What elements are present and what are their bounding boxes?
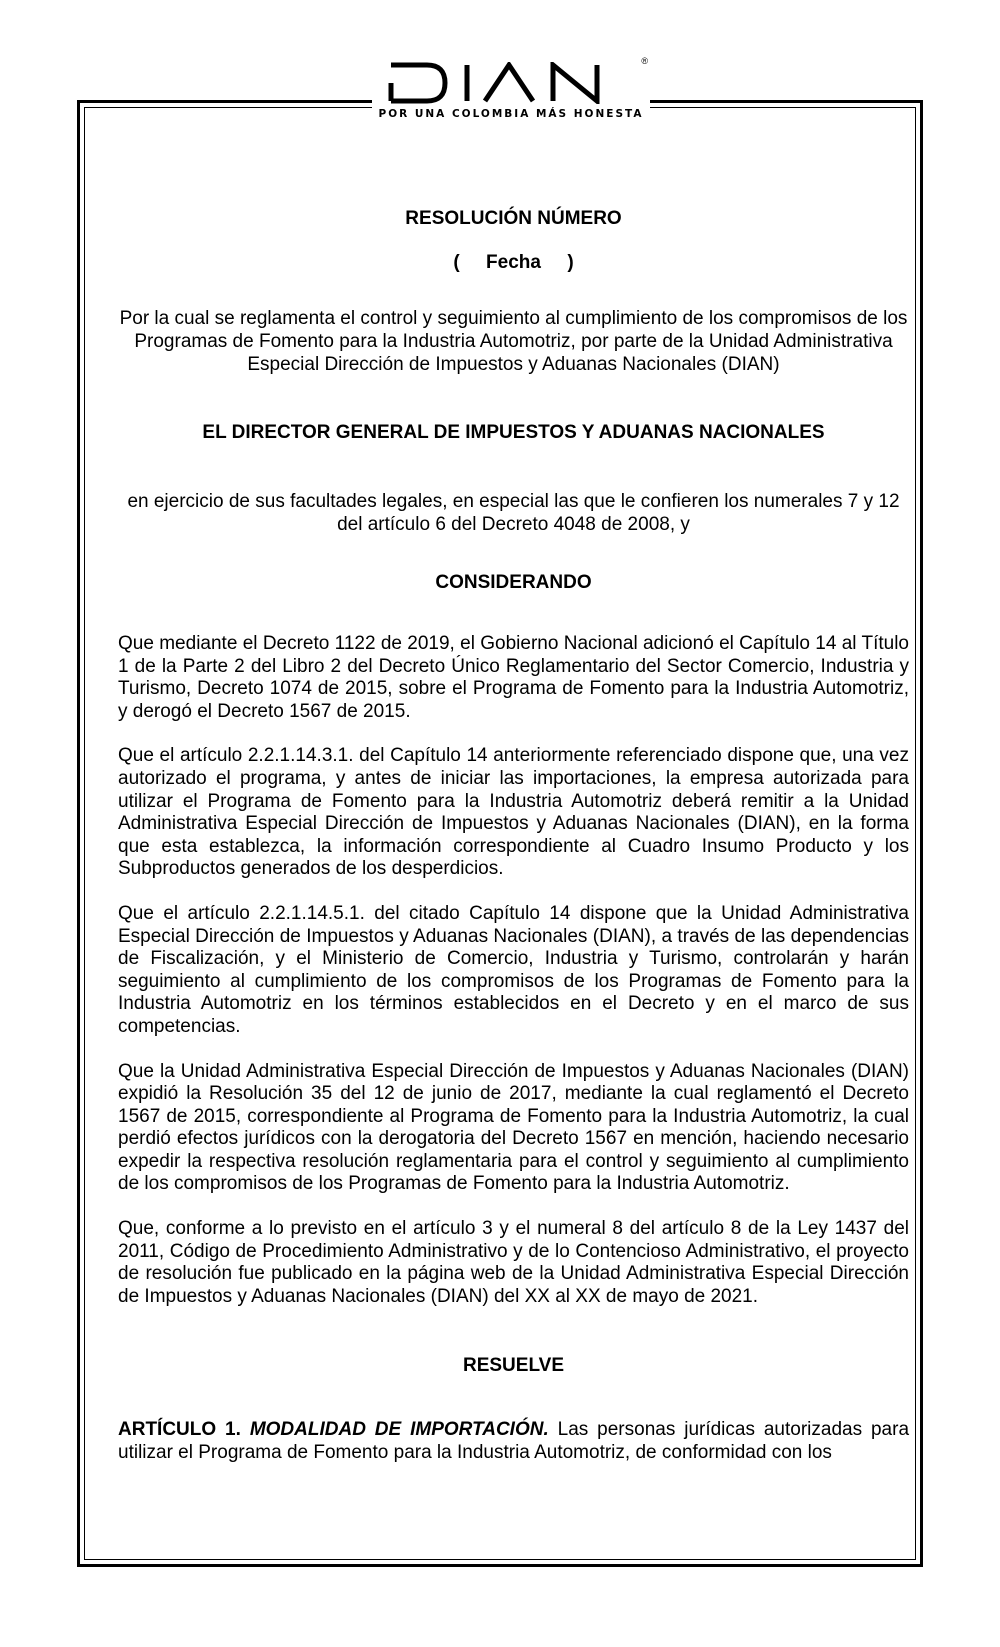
considerando-heading: CONSIDERANDO <box>435 572 592 593</box>
considerando-paragraph: Que, conforme a lo previsto en el artículo 3 y el numeral 8 del artículo 8 de la Ley 1437 del 2011, Código de Procedimiento Administrativo y de lo Contencioso Administrativo, el proyecto de resolución fue publicado en la página web de la Unidad Administrativa Especial Dirección de Impuestos y Aduanas Nacionales (DIAN) del XX al XX de mayo de 2021. <box>118 1218 909 1307</box>
document-body <box>118 208 909 1465</box>
logo-tagline: POR UNA COLOMBIA MÁS HONESTA <box>378 108 644 120</box>
dian-logo <box>372 52 650 136</box>
registered-mark: ® <box>641 56 648 66</box>
issuing-authority: EL DIRECTOR GENERAL DE IMPUESTOS Y ADUANAS NACIONALES <box>202 422 825 443</box>
considerando-paragraph: Que mediante el Decreto 1122 de 2019, el Gobierno Nacional adicionó el Capítulo 14 al Título 1 de la Parte 2 del Libro 2 del Decreto Único Reglamentario del Sector Comercio, Industria y Turismo, Decreto 1074 de 2015, sobre el Programa de Fomento para la Industria Automotriz, y derogó el Decreto 1567 de 2015. <box>118 633 909 722</box>
article-1-label: ARTÍCULO 1. <box>118 1419 241 1441</box>
considerando-paragraph: Que el artículo 2.2.1.14.3.1. del Capítulo 14 anteriormente referenciado dispone que, una vez autorizado el programa, y antes de iniciar las importaciones, la empresa autorizada para utilizar el Programa de Fomento para la Industria Automotriz deberá remitir a la Unidad Administrativa Especial Dirección de Impuestos y Aduanas Nacionales (DIAN), en la forma que esta establezca, la información correspondiente al Cuadro Insumo Producto y los Subproductos generados de los desperdicios. <box>118 745 909 880</box>
article-1-text: Las personas jurídicas autorizadas para utilizar el Programa de Fomento para la Industria Automotriz, de conformidad con los <box>118 1419 910 1464</box>
dian-wordmark-icon <box>387 62 635 104</box>
resolution-title: RESOLUCIÓN NÚMERO <box>405 208 622 229</box>
legal-powers: en ejercicio de sus facultades legales, en especial las que le confieren los numerales 7 y 12 del artículo 6 del Decreto 4048 de 2008, y <box>127 491 900 535</box>
resolution-subject: Por la cual se reglamenta el control y seguimiento al cumplimiento de los compromisos de los Programas de Fomento para la Industria Automotriz, por parte de la Unidad Administrativa Especial Dirección de Impuestos y Aduanas Nacionales (DIAN) <box>119 308 908 375</box>
resolution-date: ( Fecha ) <box>453 252 574 273</box>
resuelve-heading: RESUELVE <box>462 1355 564 1377</box>
considerando-paragraph: Que el artículo 2.2.1.14.5.1. del citado Capítulo 14 dispone que la Unidad Administrativa Especial Dirección de Impuestos y Aduanas Nacionales (DIAN), a través de las dependencias de Fiscalización, y el Ministerio de Comercio, Industria y Turismo, controlarán y harán seguimiento al cumplimiento de los compromisos de los Programas de Fomento para la Industria Automotriz en los términos establecidos en el Decreto y en el marco de sus competencias. <box>118 902 909 1037</box>
considerando-paragraph: Que la Unidad Administrativa Especial Dirección de Impuestos y Aduanas Nacionales (DIAN) expidió la Resolución 35 del 12 de junio de 2017, mediante la cual reglamentó el Decreto 1567 de 2015, correspondiente al Programa de Fomento para la Industria Automotriz, la cual perdió efectos jurídicos con la derogatoria del Decreto 1567 en mención, haciendo necesario expedir la respectiva resolución reglamentaria para el control y seguimiento al cumplimiento de los compromisos de los Programas de Fomento para la Industria Automotriz. <box>118 1060 909 1195</box>
article-1-name: MODALIDAD DE IMPORTACIÓN. <box>249 1419 549 1441</box>
article-1 <box>118 1419 909 1464</box>
